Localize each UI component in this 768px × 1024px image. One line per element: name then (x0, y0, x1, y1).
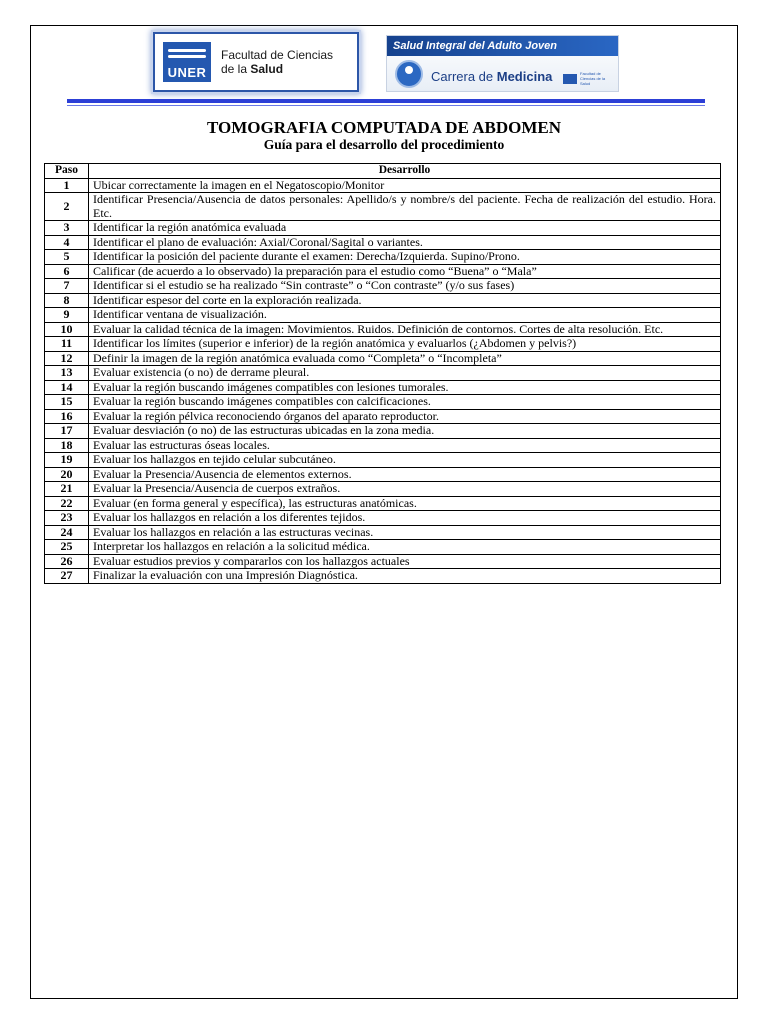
step-number: 8 (45, 293, 89, 308)
step-description: Ubicar correctamente la imagen en el Negatoscopio/Monitor (89, 178, 721, 193)
step-number: 2 (45, 193, 89, 221)
table-row (45, 193, 721, 221)
step-description: Evaluar la región buscando imágenes compatibles con calcificaciones. (89, 395, 721, 410)
table-row (45, 250, 721, 265)
step-description: Evaluar la calidad técnica de la imagen: Movimientos. Ruidos. Definición de contornos. Cortes de alta resolución. Etc. (89, 322, 721, 337)
step-description: Identificar los límites (superior e inferior) de la región anatómica y evaluarlos (¿Abdomen y pelvis?) (89, 337, 721, 352)
table-row (45, 293, 721, 308)
salud-integral-logo (386, 35, 619, 92)
table-row (45, 554, 721, 569)
faculty-name (221, 48, 333, 76)
step-description: Evaluar la Presencia/Ausencia de cuerpos extraños. (89, 482, 721, 497)
step-description: Evaluar existencia (o no) de derrame pleural. (89, 366, 721, 381)
step-description: Evaluar las estructuras óseas locales. (89, 438, 721, 453)
table-row (45, 540, 721, 555)
step-description: Finalizar la evaluación con una Impresión Diagnóstica. (89, 569, 721, 584)
header-divider-thin (67, 105, 705, 106)
table-row (45, 496, 721, 511)
document-subtitle: Guía para el desarrollo del procedimiento (263, 137, 505, 152)
table-row (45, 525, 721, 540)
mini-faculty-text: Facultad de Ciencias de la Salud (580, 71, 606, 86)
table-row (45, 308, 721, 323)
step-number: 27 (45, 569, 89, 584)
step-number: 24 (45, 525, 89, 540)
document-title: TOMOGRAFIA COMPUTADA DE ABDOMEN (206, 118, 562, 137)
step-description: Calificar (de acuerdo a lo observado) la preparación para el estudio como “Buena” o “Mala” (89, 264, 721, 279)
table-row (45, 235, 721, 250)
step-description: Identificar espesor del corte en la exploración realizada. (89, 293, 721, 308)
step-number: 21 (45, 482, 89, 497)
step-description: Identificar Presencia/Ausencia de datos personales: Apellido/s y nombre/s del paciente. Fecha de realización del estudio. Hora. Etc. (89, 193, 721, 221)
step-description: Interpretar los hallazgos en relación a la solicitud médica. (89, 540, 721, 555)
faculty-line-2: de la Salud (221, 62, 284, 76)
step-number: 11 (45, 337, 89, 352)
step-header: Paso (45, 164, 89, 179)
step-number: 16 (45, 409, 89, 424)
table-row (45, 264, 721, 279)
step-number: 4 (45, 235, 89, 250)
step-description: Evaluar los hallazgos en tejido celular subcutáneo. (89, 453, 721, 468)
step-description: Identificar el plano de evaluación: Axial/Coronal/Sagital o variantes. (89, 235, 721, 250)
description-header: Desarrollo (89, 164, 721, 179)
step-number: 15 (45, 395, 89, 410)
step-number: 9 (45, 308, 89, 323)
step-number: 20 (45, 467, 89, 482)
step-description: Evaluar los hallazgos en relación a los diferentes tejidos. (89, 511, 721, 526)
salud-integral-band: Salud Integral del Adulto Joven (387, 36, 619, 56)
step-number: 17 (45, 424, 89, 439)
step-description: Evaluar estudios previos y compararlos con los hallazgos actuales (89, 554, 721, 569)
step-number: 26 (45, 554, 89, 569)
uner-wave-icon (163, 42, 211, 82)
person-emblem-icon (395, 60, 423, 88)
step-description: Evaluar (en forma general y específica), las estructuras anatómicas. (89, 496, 721, 511)
step-number: 13 (45, 366, 89, 381)
table-row (45, 221, 721, 236)
uner-mini-icon (563, 74, 577, 84)
step-number: 3 (45, 221, 89, 236)
table-row (45, 279, 721, 294)
table-row (45, 482, 721, 497)
table-row (45, 569, 721, 584)
carrera-medicina-text: Carrera de Medicina (431, 69, 553, 84)
step-number: 25 (45, 540, 89, 555)
step-number: 5 (45, 250, 89, 265)
step-number: 14 (45, 380, 89, 395)
step-description: Evaluar la Presencia/Ausencia de elementos externos. (89, 467, 721, 482)
step-number: 23 (45, 511, 89, 526)
table-row (45, 467, 721, 482)
step-description: Evaluar la región pélvica reconociendo órganos del aparato reproductor. (89, 409, 721, 424)
step-number: 10 (45, 322, 89, 337)
table-row (45, 366, 721, 381)
table-row (45, 438, 721, 453)
uner-faculty-logo (153, 32, 359, 92)
faculty-line-1: Facultad de Ciencias (221, 48, 334, 62)
step-description: Identificar ventana de visualización. (89, 308, 721, 323)
table-row (45, 351, 721, 366)
step-number: 1 (45, 178, 89, 193)
table-row (45, 409, 721, 424)
procedure-table (44, 163, 721, 584)
step-number: 22 (45, 496, 89, 511)
step-description: Definir la imagen de la región anatómica evaluada como “Completa” o “Incompleta” (89, 351, 721, 366)
table-row (45, 453, 721, 468)
step-description: Identificar la posición del paciente durante el examen: Derecha/Izquierda. Supino/Prono. (89, 250, 721, 265)
step-number: 12 (45, 351, 89, 366)
table-row (45, 395, 721, 410)
step-number: 7 (45, 279, 89, 294)
table-row (45, 424, 721, 439)
uner-brand-text: UNER (167, 65, 207, 80)
header-divider (67, 99, 705, 103)
table-row (45, 511, 721, 526)
step-description: Identificar si el estudio se ha realizado “Sin contraste” o “Con contraste” (y/o sus fases) (89, 279, 721, 294)
step-number: 6 (45, 264, 89, 279)
step-number: 19 (45, 453, 89, 468)
table-header-row (45, 164, 721, 179)
table-row (45, 178, 721, 193)
step-number: 18 (45, 438, 89, 453)
table-row (45, 380, 721, 395)
table-row (45, 337, 721, 352)
step-description: Evaluar los hallazgos en relación a las estructuras vecinas. (89, 525, 721, 540)
step-description: Evaluar desviación (o no) de las estructuras ubicadas en la zona media. (89, 424, 721, 439)
table-row (45, 322, 721, 337)
step-description: Identificar la región anatómica evaluada (89, 221, 721, 236)
step-description: Evaluar la región buscando imágenes compatibles con lesiones tumorales. (89, 380, 721, 395)
